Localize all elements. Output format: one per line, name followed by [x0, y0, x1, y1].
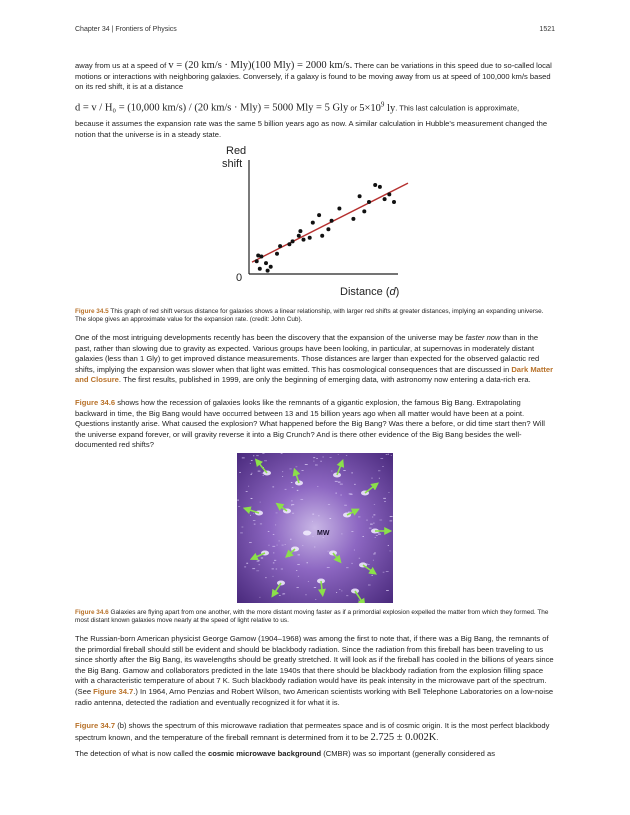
- data-point: [308, 236, 312, 240]
- paragraph-distance: [75, 99, 555, 114]
- data-point: [358, 194, 362, 198]
- speed-equation: v = (20 km/s · Mly)(100 Mly) = 2000 km/s.: [168, 60, 353, 71]
- data-point: [320, 234, 324, 238]
- data-point: [269, 265, 273, 269]
- data-points: [255, 183, 396, 273]
- data-point: [326, 227, 330, 231]
- data-point: [337, 207, 341, 211]
- redshift-distance-chart: [208, 140, 428, 300]
- or-text: or: [350, 103, 358, 113]
- data-point: [255, 259, 259, 263]
- data-point: [278, 244, 282, 248]
- data-point: [298, 229, 302, 233]
- para1-lead: away from us at a speed of: [75, 61, 167, 70]
- galaxy-blob: [303, 531, 311, 536]
- figure-34-6-caption: [75, 609, 555, 626]
- paragraph-cmbr: The detection of what is now called the cosmic microwave background (CMBR) was so important (generally considered as: [75, 749, 495, 758]
- data-point: [362, 209, 366, 213]
- data-point: [311, 221, 315, 225]
- data-point: [387, 192, 391, 196]
- galaxies-expansion-image: [237, 453, 393, 603]
- para2-tail: . This last calculation is approximate,: [395, 103, 520, 113]
- paragraph-speed: [75, 61, 555, 93]
- data-point: [266, 269, 270, 273]
- figure-34-5-label: Figure 34.5: [75, 308, 109, 315]
- best-fit-line: [252, 183, 408, 262]
- data-point: [351, 217, 355, 221]
- y-axis-label-line1: Red: [226, 145, 247, 157]
- data-point: [264, 261, 268, 265]
- temperature-equation: 2.725 ± 0.002K: [370, 731, 437, 743]
- data-point: [330, 219, 334, 223]
- para1-tail: There can be variations in this speed due to so-called local motions or interactions with neighboring galaxies. Conversely, if a galaxy is found to be moving away from us at speed of 100,000 km/s based on its red shift, it is at a distance: [75, 61, 552, 92]
- figure-34-5-text: This graph of red shift versus distance for galaxies shows a linear relationship, with larger red shifts at greater distances, implying an expanding universe. The slope gives an approximate value for the expansion rate. (credit: John Cub).: [75, 308, 544, 324]
- figure-34-6-text: Galaxies are flying apart from one another, with the more distant moving faster as if a primordial explosion expelled the matter from which they formed. The most distant known galaxies move nearly at the speed of light relative to us.: [75, 609, 549, 625]
- emphasis-faster-now: faster now: [465, 333, 501, 342]
- data-point: [256, 254, 260, 258]
- figure-34-6-link[interactable]: Figure 34.6: [75, 398, 116, 407]
- data-point: [302, 238, 306, 242]
- milky-way-label: MW: [317, 530, 330, 537]
- paragraph-big-bang: Figure 34.6 shows how the recession of galaxies looks like the remnants of a gigantic explosion, the famous Big Bang. Extrapolating backward in time, the Big Bang would have occurred between 13 and 15 billion years ago when all matter would have been at a point. Questions instantly arise. What caused the explosion? What happened before the Big Bang? Was there a before, or did time start then? Will the universe expand forever, or will gravity reverse it into a Big Crunch? And is there other evidence of the Big Bang besides the well-documented red shifts?: [75, 398, 545, 450]
- data-point: [297, 234, 301, 238]
- paragraph-spectrum: Figure 34.7 (b) shows the spectrum of this microwave radiation that permeates space and is of cosmic origin. It is the most perfect blackbody spectrum known, and the temperature of the fireball remnant is determined from it to be 2.725 ± 0.002K.: [75, 721, 550, 743]
- data-point: [383, 197, 387, 201]
- data-point: [378, 185, 382, 189]
- data-point: [373, 183, 377, 187]
- chapter-header: Chapter 34 | Frontiers of Physics: [75, 26, 177, 33]
- distance-ly-equation: $5\times 10^9$ ly: [359, 100, 396, 114]
- paragraph-steady-state: because it assumes the expansion rate was the same 5 billion years ago as now. A similar calculation in Hubble's measurement changed the notion that the universe is in a steady state.: [75, 119, 548, 139]
- data-point: [287, 242, 291, 246]
- data-point: [258, 267, 262, 271]
- figure-34-6-label: Figure 34.6: [75, 609, 109, 616]
- data-point: [392, 200, 396, 204]
- x-axis-label: Distance (d): [340, 286, 400, 298]
- dark-matter-link[interactable]: Dark Matter and Closure: [75, 364, 554, 385]
- cmbr-term: cosmic microwave background: [207, 749, 322, 758]
- data-point: [275, 252, 279, 256]
- paragraph-gamow: The Russian-born American physicist George Gamow (1904–1968) was among the first to note that, if there was a Big Bang, the remnants of the primordial fireball should still be evident and should be blackbody radiation. Since the radiation from this fireball has been traveling to us since shortly after the Big Bang, its wavelengths should be greatly stretched. It will look as if the fireball has cooled in the billions of years since the Big Bang. Gamow and collaborators predicted in the late 1940s that there should be blackbody radiation from the explosion filling space with a characteristic temperature of about 7 K. Such blackbody radiation would have its peak intensity in the microwave part of the spectrum. (See Figure 34.7.) In 1964, Arno Penzias and Robert Wilson, two American scientists working with Bell Telephone Laboratories on a low-noise radio antenna, detected the radiation and eventually recognized it for what it is.: [75, 634, 554, 707]
- data-point: [291, 239, 295, 243]
- data-point: [367, 200, 371, 204]
- figure-34-7b-link[interactable]: Figure 34.7: [75, 721, 116, 730]
- figure-34-5-caption: [75, 308, 555, 325]
- distance-equation: d = v / H₀ = (10,000 km/s) / (20 km/s · Mly) = 5000 Mly = 5 Gly: [75, 102, 349, 114]
- origin-label: 0: [236, 272, 243, 284]
- y-axis-label-line2: shift: [222, 158, 243, 170]
- figure-34-7-link[interactable]: Figure 34.7: [93, 686, 134, 696]
- page-number: 1521: [539, 26, 555, 33]
- paragraph-faster-now: One of the most intriguing developments recently has been the discovery that the expansion of the universe may be faster now than in the past, rather than slowing due to gravity as expected. Various groups have been looking, in particular, at supernovas in moderately distant galaxies (less than 1 Gly) to get improved distance measurements. Those distances are larger than expected for the observed galactic red shifts, implying the expansion was slower when that light was emitted. This has cosmological consequences that are discussed in Dark Matter and Closure. The first results, published in 1999, are only the beginning of emerging data, with astronomy now entering a data-rich era.: [75, 333, 554, 385]
- data-point: [317, 213, 321, 217]
